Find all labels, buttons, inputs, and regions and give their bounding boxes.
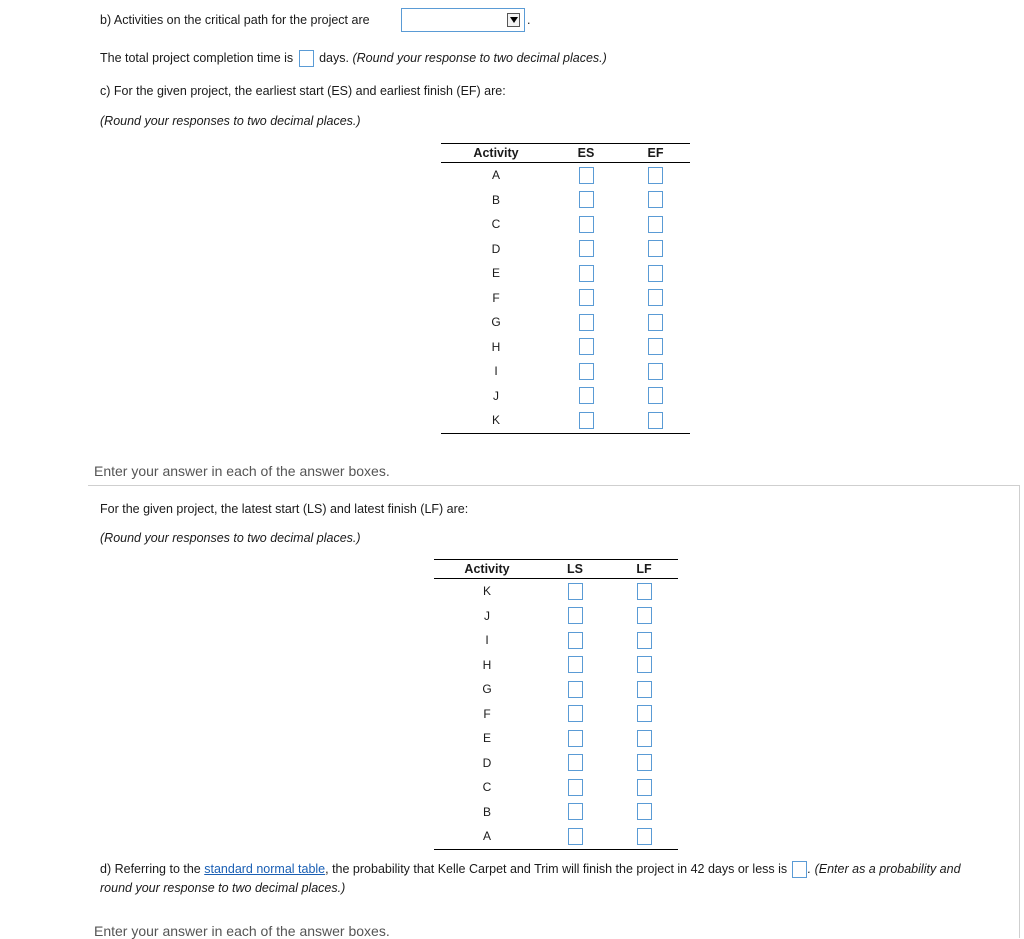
table-row (434, 751, 678, 776)
ef-cell (621, 212, 690, 237)
lf-cell (610, 751, 678, 776)
ls-cell (540, 628, 610, 653)
lf-input[interactable] (637, 705, 652, 722)
header-activity: Activity (434, 560, 540, 579)
ls-cell (540, 653, 610, 678)
activity-label: F (492, 290, 500, 305)
table-row (434, 604, 678, 629)
header-lf: LF (610, 560, 678, 579)
ls-cell (540, 579, 610, 604)
critical-path-question (100, 12, 370, 28)
es-input[interactable] (579, 314, 594, 331)
es-input[interactable] (579, 240, 594, 257)
header-es: ES (551, 144, 621, 163)
lf-cell (610, 579, 678, 604)
ls-input[interactable] (568, 681, 583, 698)
ls-input[interactable] (568, 632, 583, 649)
ls-cell (540, 726, 610, 751)
ls-cell (540, 824, 610, 849)
es-cell (551, 212, 621, 237)
lf-cell (610, 702, 678, 727)
ef-input[interactable] (648, 289, 663, 306)
es-input[interactable] (579, 167, 594, 184)
es-input[interactable] (579, 363, 594, 380)
ef-input[interactable] (648, 240, 663, 257)
ls-input[interactable] (568, 828, 583, 845)
es-cell (551, 286, 621, 311)
activity-label: J (484, 608, 490, 623)
lf-input[interactable] (637, 656, 652, 673)
activity-label: H (482, 657, 492, 672)
probability-input[interactable] (792, 861, 807, 878)
ls-input[interactable] (568, 583, 583, 600)
probability-middle: , the probability that Kelle Carpet and Trim will finish the project in 42 days or less is (325, 862, 788, 876)
table-row (434, 579, 678, 604)
enter-answer-message-2: Enter your answer in each of the answer boxes. (94, 923, 390, 939)
table-row (441, 384, 690, 409)
activity-label: D (482, 755, 492, 770)
activity-label: A (434, 824, 540, 849)
es-input[interactable] (579, 338, 594, 355)
es-cell (551, 261, 621, 286)
probability-question (100, 861, 961, 878)
activity-label: D (491, 241, 501, 256)
activity-label: B (482, 804, 491, 819)
probability-note-a: . (Enter as a probability and (807, 862, 961, 876)
lf-cell (610, 677, 678, 702)
completion-time-question (100, 50, 607, 67)
ls-cell (540, 751, 610, 776)
completion-time-note: (Round your response to two decimal places.) (352, 51, 607, 65)
ef-cell (621, 237, 690, 262)
activity-label: J (493, 388, 499, 403)
table-row (434, 800, 678, 825)
ef-cell (621, 384, 690, 409)
critical-path-label: b) Activities on the critical path for the project are (100, 13, 370, 27)
lf-cell (610, 604, 678, 629)
es-cell (551, 335, 621, 360)
table-row (441, 188, 690, 213)
activity-label: E (482, 731, 491, 746)
lf-cell (610, 726, 678, 751)
chevron-down-icon[interactable] (507, 13, 520, 27)
ls-input[interactable] (568, 730, 583, 747)
ef-input[interactable] (648, 412, 663, 429)
lf-cell (610, 824, 678, 849)
standard-normal-table-link[interactable]: standard normal table (204, 862, 326, 876)
ef-cell (621, 286, 690, 311)
table-row (434, 702, 678, 727)
lf-input[interactable] (637, 681, 652, 698)
table-row (441, 310, 690, 335)
activity-label: K (482, 584, 491, 599)
es-input[interactable] (579, 191, 594, 208)
es-input[interactable] (579, 289, 594, 306)
es-ef-note: (Round your responses to two decimal places.) (100, 114, 361, 128)
ls-input[interactable] (568, 705, 583, 722)
lf-cell (610, 628, 678, 653)
critical-path-dropdown[interactable] (401, 8, 525, 32)
ls-input[interactable] (568, 779, 583, 796)
ef-cell (621, 408, 690, 433)
section-divider (88, 485, 1020, 486)
ef-input[interactable] (648, 338, 663, 355)
ls-cell (540, 604, 610, 629)
table-row (441, 408, 690, 433)
es-cell (551, 237, 621, 262)
activity-label: I (485, 633, 489, 648)
es-cell (551, 310, 621, 335)
ls-cell (540, 702, 610, 727)
probability-prefix: d) Referring to the (100, 862, 201, 876)
ls-cell (540, 800, 610, 825)
lf-input[interactable] (637, 583, 652, 600)
ls-input[interactable] (568, 754, 583, 771)
es-input[interactable] (579, 387, 594, 404)
ef-input[interactable] (648, 387, 663, 404)
critical-path-period: . (527, 13, 531, 27)
lf-cell (610, 775, 678, 800)
ls-cell (540, 677, 610, 702)
lf-input[interactable] (637, 607, 652, 624)
activity-label: B (491, 192, 500, 207)
lf-cell (610, 653, 678, 678)
lf-input[interactable] (637, 779, 652, 796)
completion-time-input[interactable] (299, 50, 314, 67)
lf-input[interactable] (637, 632, 652, 649)
ef-cell (621, 359, 690, 384)
es-cell (551, 188, 621, 213)
activity-label: A (491, 168, 500, 183)
lf-input[interactable] (637, 803, 652, 820)
completion-time-suffix: days. (319, 51, 349, 65)
activity-label: F (483, 706, 491, 721)
table-row (441, 335, 690, 360)
activity-label: I (494, 364, 498, 379)
activity-label: E (491, 266, 500, 281)
es-ef-question: c) For the given project, the earliest start (ES) and earliest finish (EF) are: (100, 84, 506, 98)
es-cell (551, 163, 621, 188)
activity-label: H (491, 339, 501, 354)
table-row (434, 726, 678, 751)
ef-cell (621, 261, 690, 286)
activity-label: C (491, 217, 501, 232)
table-row (441, 359, 690, 384)
ls-lf-table (434, 559, 678, 850)
ef-cell (621, 310, 690, 335)
table-row (441, 237, 690, 262)
enter-answer-message: Enter your answer in each of the answer boxes. (94, 463, 390, 479)
table-row (434, 775, 678, 800)
table-row (441, 212, 690, 237)
ls-input[interactable] (568, 803, 583, 820)
ef-input[interactable] (648, 216, 663, 233)
lf-input[interactable] (637, 730, 652, 747)
es-cell (551, 384, 621, 409)
ls-input[interactable] (568, 607, 583, 624)
activity-label: K (441, 408, 551, 433)
lf-input[interactable] (637, 828, 652, 845)
es-cell (551, 408, 621, 433)
ef-cell (621, 335, 690, 360)
completion-time-prefix: The total project completion time is (100, 51, 294, 65)
ef-input[interactable] (648, 167, 663, 184)
lf-input[interactable] (637, 754, 652, 771)
ls-lf-question: For the given project, the latest start (LS) and latest finish (LF) are: (100, 502, 469, 516)
ef-input[interactable] (648, 363, 663, 380)
ef-cell (621, 188, 690, 213)
es-input[interactable] (579, 265, 594, 282)
header-ls: LS (540, 560, 610, 579)
table-row (441, 163, 690, 188)
es-ef-table (441, 143, 690, 434)
table-row (434, 628, 678, 653)
probability-note-b: round your response to two decimal places.) (100, 881, 346, 895)
ef-input[interactable] (648, 314, 663, 331)
ls-cell (540, 775, 610, 800)
es-input[interactable] (579, 412, 594, 429)
table-row (434, 677, 678, 702)
ef-input[interactable] (648, 191, 663, 208)
ls-lf-note: (Round your responses to two decimal places.) (100, 531, 361, 545)
header-ef: EF (621, 144, 690, 163)
table-row (434, 653, 678, 678)
ef-cell (621, 163, 690, 188)
table-row (441, 261, 690, 286)
table-row (434, 824, 678, 849)
table-row (441, 286, 690, 311)
es-cell (551, 359, 621, 384)
header-activity: Activity (441, 144, 551, 163)
es-input[interactable] (579, 216, 594, 233)
ef-input[interactable] (648, 265, 663, 282)
activity-label: G (482, 682, 492, 697)
activity-label: G (491, 315, 501, 330)
ls-input[interactable] (568, 656, 583, 673)
section-border (1019, 486, 1020, 938)
lf-cell (610, 800, 678, 825)
activity-label: C (482, 780, 492, 795)
